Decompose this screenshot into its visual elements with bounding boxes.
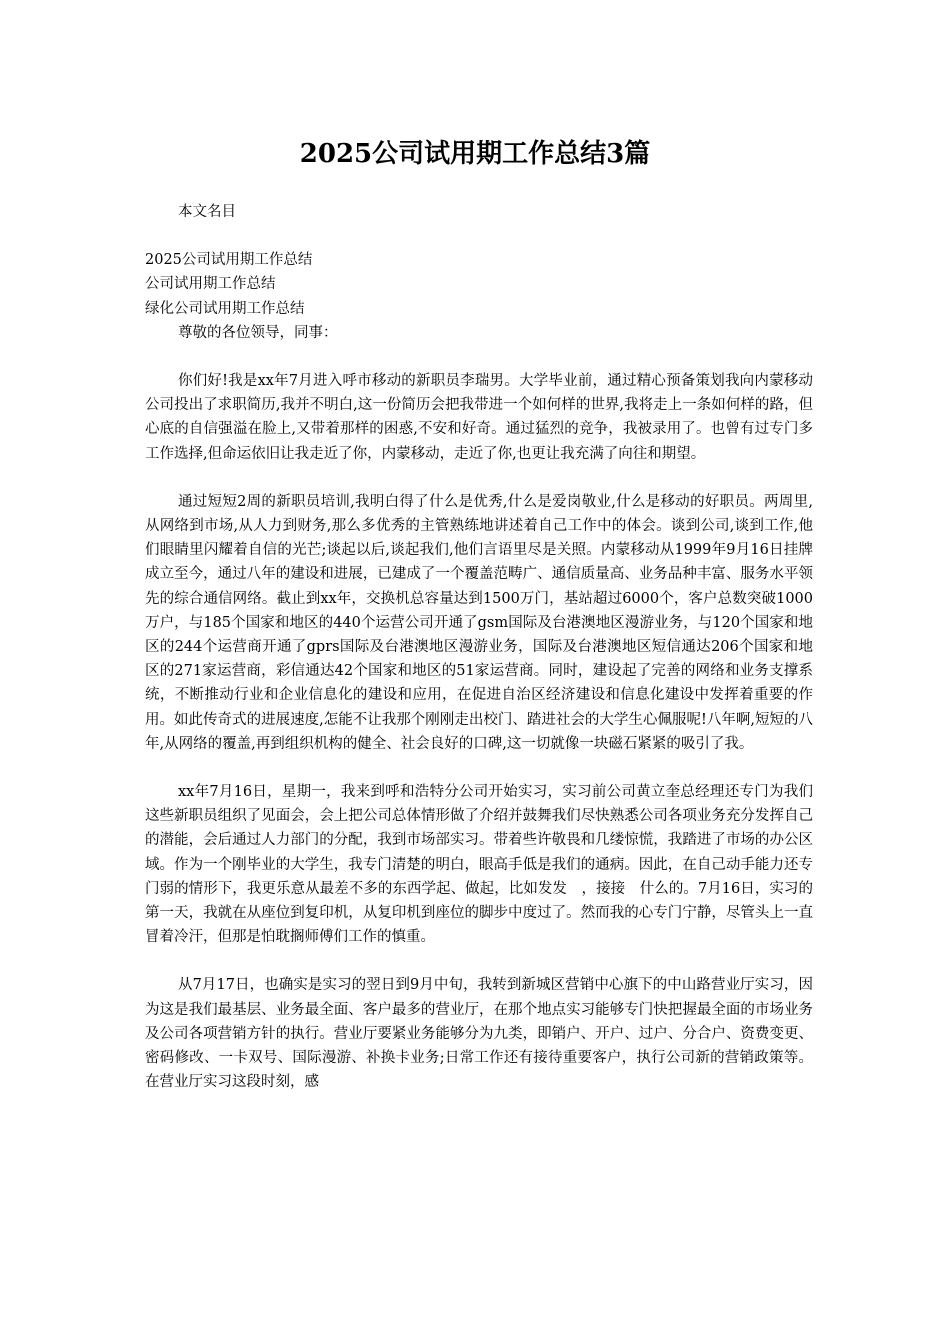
toc-label: 本文名目 [178,204,236,220]
body-paragraph: 从7月17日，也确实是实习的翌日到9月中旬，我转到新城区营销中心旗下的中山路营业厅实习，因为这是我们最基层、业务最全面、客户最多的营业厅，在那个地点实习能够专门快把握最全面的市场业务及公司各项营销方针的执行。营业厅要紧业务能够分为九类，即销户、开户、过户、分合户、资费变更、密码修改、一卡双号、国际漫游、补换卡业务;日常工作还有接待重要客户，执行公司新的营销政策等。在营业厅实习这段时刻，感 [145,977,813,1091]
toc-item: 公司试用期工作总结 [145,276,276,293]
salutation: 尊敬的各位领导，同事： [178,324,338,341]
document-title: 2025公司试用期工作总结3篇 [299,139,651,169]
body-paragraph: xx年7月16日，星期一，我来到呼和浩特分公司开始实习，实习前公司黄立奎总经理还专门为我们这些新职员组织了见面会，会上把公司总体情形做了介绍并鼓舞我们尽快熟悉公司各项业务充分发挥自己的潜能，会后通过人力部门的分配，我到市场部实习。带着些许敬畏和几缕惊慌，我踏进了市场的办公区域。作为一个刚毕业的大学生，我专门清楚的明白，眼高手低是我们的通病。因此，在自己动手能力还专门弱的情形下，我更乐意从最差不多的东西学起、做起，比如发发 ，接接 什么的。7月16日，实习的第一天，我就在从座位到复印机，从复印机到座位的脚步中度过了。然而我的心专门宁静，尽管头上一直冒着冷汗，但那是怕耽搁师傅们工作的慎重。 [145,784,813,946]
body-paragraph: 你们好!我是xx年7月进入呼市移动的新职员李瑞男。大学毕业前，通过精心预备策划我向内蒙移动公司投出了求职简历,我并不明白,这一份简历会把我带进一个如何样的世界,我将走上一条如何样的路，但心底的自信强溢在脸上,又带着那样的困惑,不安和好奇。通过猛烈的竞争，我被录用了。也曾有过专门多工作选择,但命运依旧让我走近了你，内蒙移动，走近了你,也更让我充满了向往和期望。 [145,373,813,462]
body-paragraph: 通过短短2周的新职员培训,我明白得了什么是优秀,什么是爱岗敬业,什么是移动的好职员。两周里,从网络到市场,从人力到财务,那么多优秀的主管熟练地讲述着自己工作中的体会。谈到公司,谈到工作,他们眼睛里闪耀着自信的光芒;谈起以后,谈起我们,他们言语里尽是关照。内蒙移动从1999年9月16日挂牌成立至今，通过八年的建设和进展，已建成了一个覆盖范畴广、通信质量高、业务品种丰富、服务水平领先的综合通信网络。截止到xx年，交换机总容量达到1500万门，基站超过6000个，客户总数突破1000万户，与185个国家和地区的440个运营公司开通了gsm国际及台港澳地区漫游业务，与120个国家和地区的244个运营商开通了gprs国际及台港澳地区漫游业务，国际及台港澳地区短信通达206个国家和地区的271家运营商，彩信通达42个国家和地区的51家运营商。同时，建设起了完善的网络和业务支撑系统，不断推动行业和企业信息化的建设和应用，在促进自治区经济建设和信息化建设中发挥着重要的作用。如此传奇式的进展速度,怎能不让我那个刚刚走出校门、踏进社会的大学生心佩服呢!八年啊,短短的八年,从网络的覆盖,再到组织机构的健全、社会良好的口碑,这一切就像一块磁石紧紧的吸引了我。 [145,493,813,752]
document-body [145,200,813,1095]
toc-item: 绿化公司试用期工作总结 [145,300,305,317]
toc-item: 2025公司试用期工作总结 [145,252,313,269]
